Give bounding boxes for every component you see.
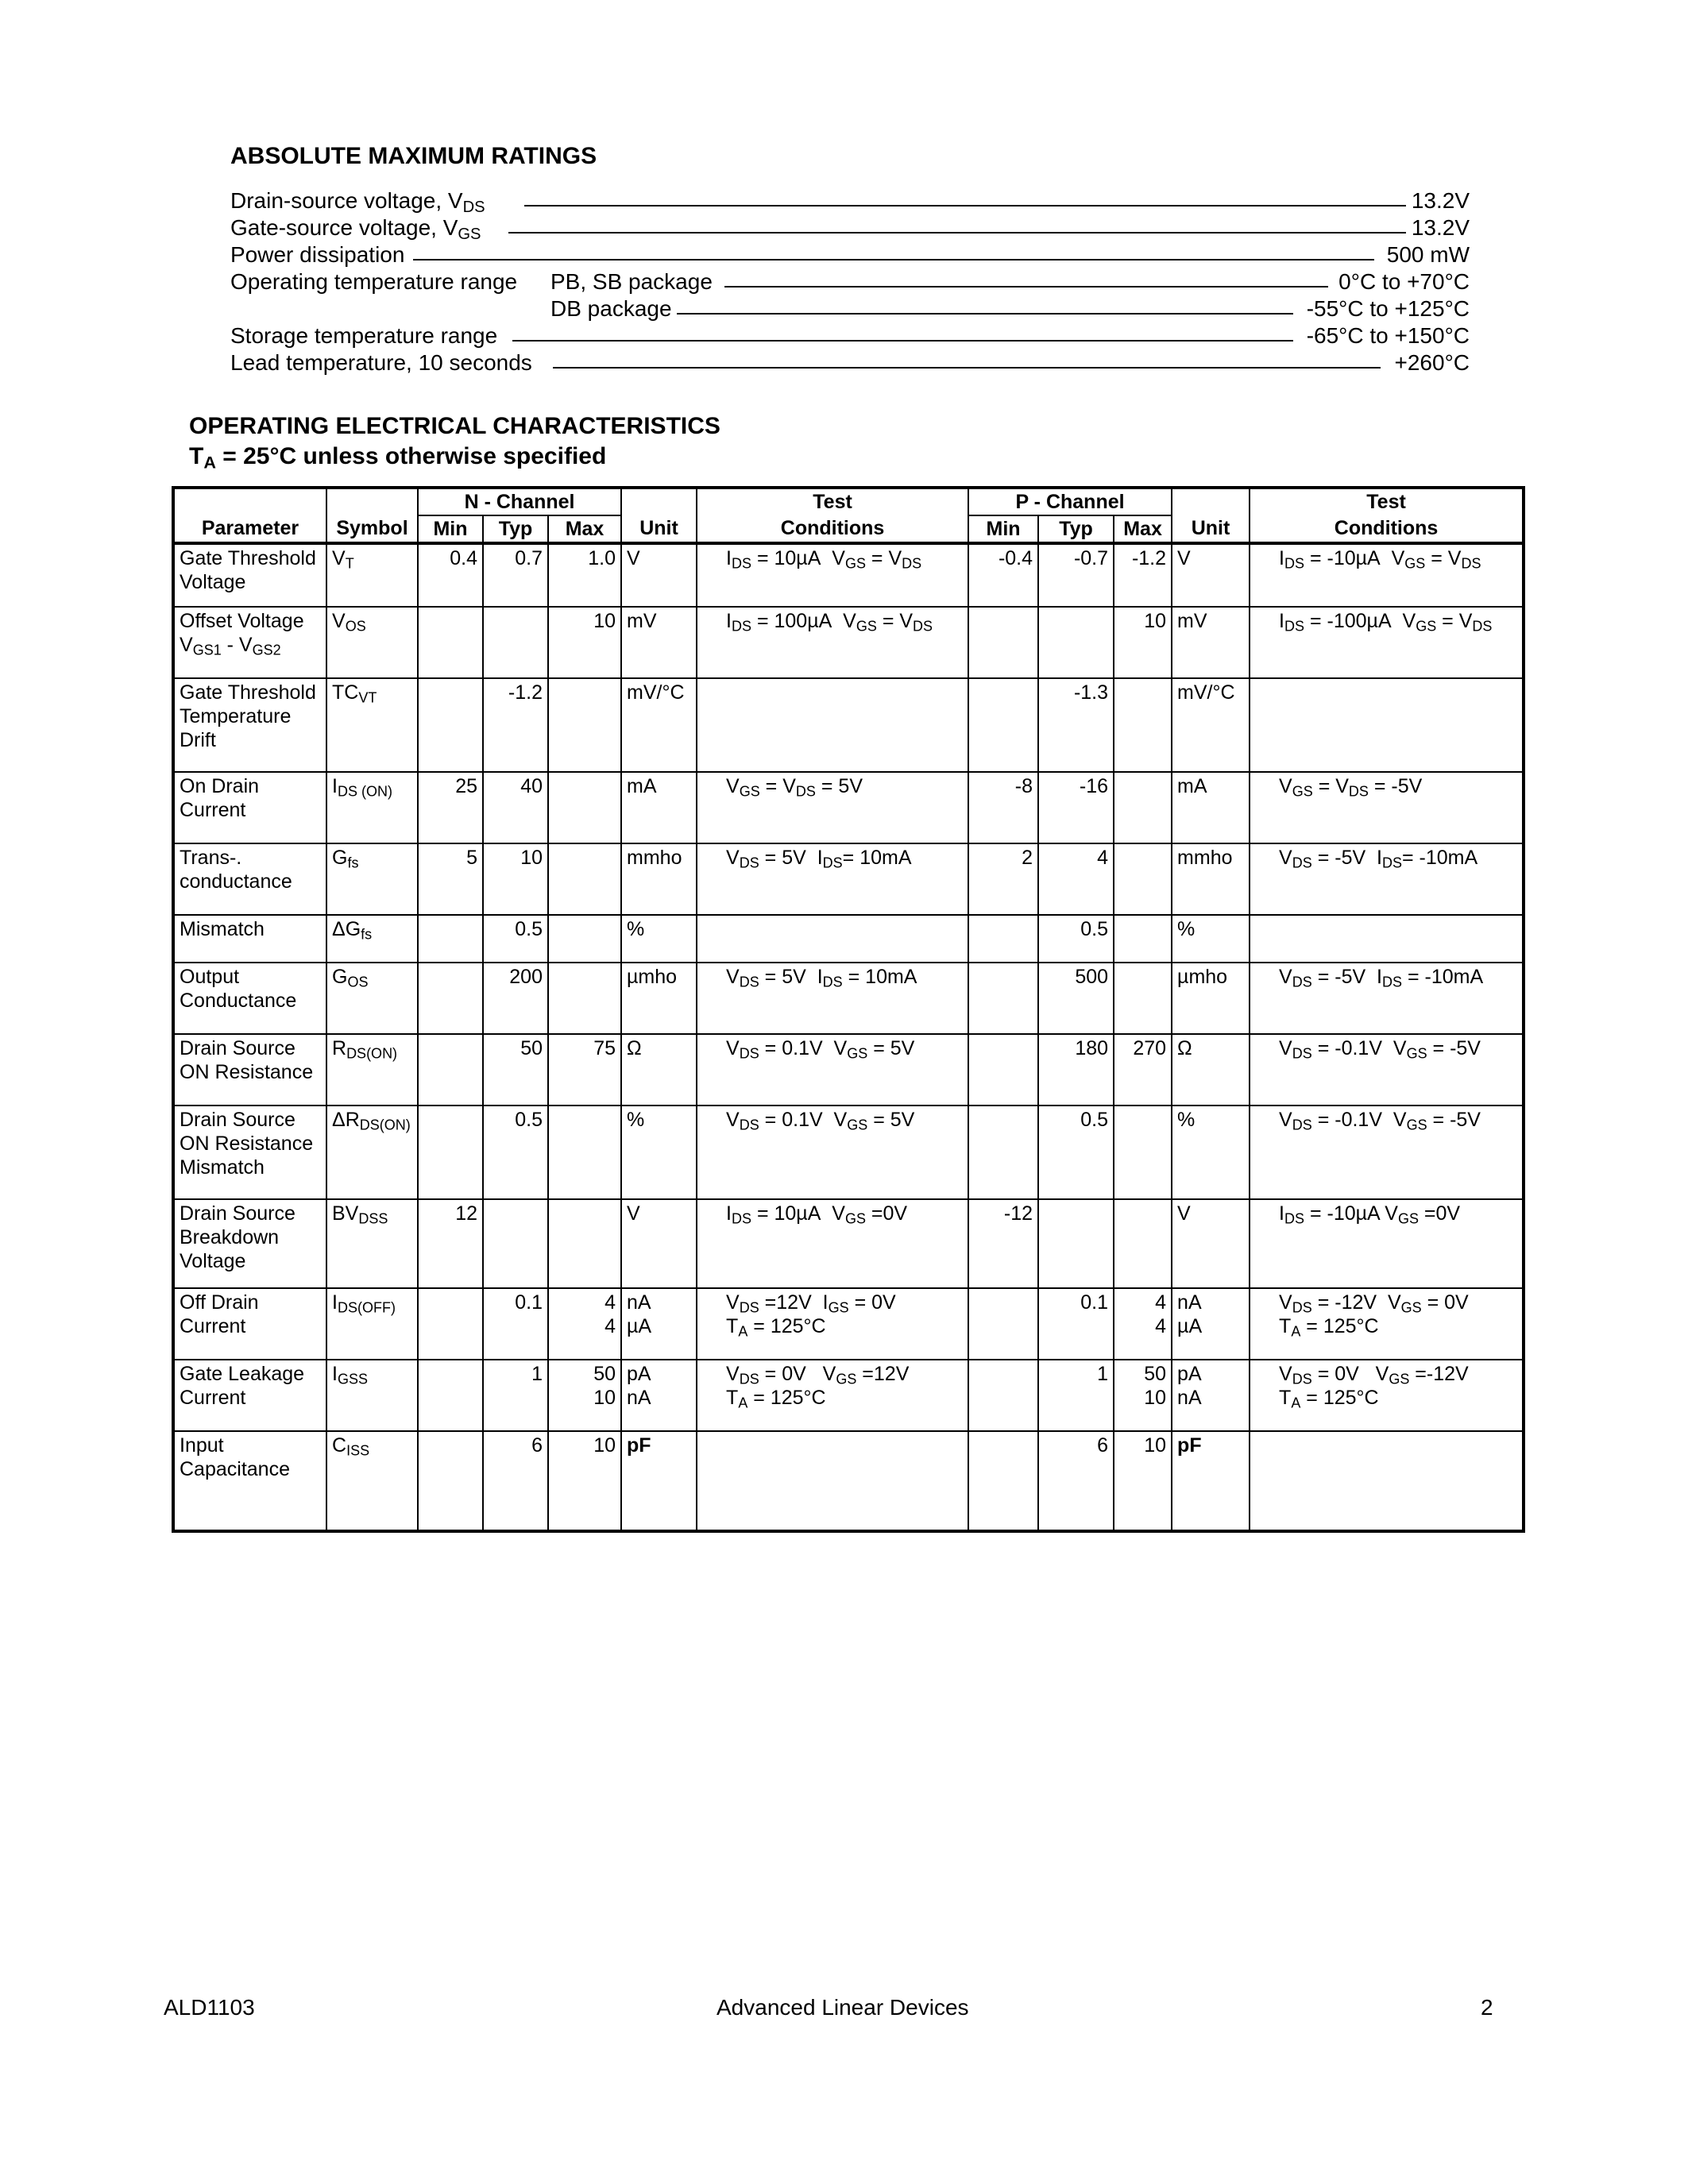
cell-p-min xyxy=(968,1034,1038,1106)
cell-n-min xyxy=(418,1106,483,1199)
cell-p-unit: µmho xyxy=(1172,963,1250,1034)
cell-n-unit: mV xyxy=(621,607,697,678)
cell-p-typ: 500 xyxy=(1038,963,1114,1034)
cell-n-unit: nA µA xyxy=(621,1288,697,1360)
cell-param: Gate Leakage Current xyxy=(173,1360,326,1431)
cell-n-typ: 50 xyxy=(483,1034,548,1106)
cell-n-min xyxy=(418,1360,483,1431)
cell-p-unit: pA nA xyxy=(1172,1360,1250,1431)
cell-p-typ: 180 xyxy=(1038,1034,1114,1106)
table-row xyxy=(173,772,1524,843)
cell-p-conditions: $V_{DS} = -0.1V$ $V_{GS} = -5V$ xyxy=(1250,1034,1524,1106)
cell-p-max: 10 xyxy=(1114,1431,1172,1531)
cell-param: Off Drain Current xyxy=(173,1288,326,1360)
amr-leader xyxy=(524,205,1406,206)
cell-p-conditions xyxy=(1250,1431,1524,1531)
cell-n-min: 5 xyxy=(418,843,483,915)
table-row xyxy=(173,1106,1524,1199)
cell-n-typ: 10 xyxy=(483,843,548,915)
cell-p-min: 2 xyxy=(968,843,1038,915)
table-row xyxy=(173,1288,1524,1360)
characteristics-table xyxy=(172,486,1525,1533)
cell-p-conditions: $V_{DS} = 0V$ $V_{GS} =-12V$ $T_A = 125^\circ C$ xyxy=(1250,1360,1524,1431)
cell-p-max: 50 10 xyxy=(1114,1360,1172,1431)
cell-p-typ: 0.5 xyxy=(1038,1106,1114,1199)
cell-symbol: $G_{fs}$ xyxy=(326,843,418,915)
table-row xyxy=(173,1431,1524,1531)
header-p-typ: Typ xyxy=(1038,515,1114,543)
cell-n-unit: µmho xyxy=(621,963,697,1034)
cell-n-min xyxy=(418,915,483,963)
cell-n-typ: 0.7 xyxy=(483,543,548,607)
cell-p-max: 10 xyxy=(1114,607,1172,678)
cell-n-max: 1.0 xyxy=(548,543,621,607)
cell-n-conditions: $V_{DS} = 0V$ $V_{GS} =12V$ $T_A = 125^\circ C$ xyxy=(697,1360,968,1431)
header-test-n: Test xyxy=(697,488,968,515)
cell-p-max: 270 xyxy=(1114,1034,1172,1106)
cell-param: Drain Source ON Resistance xyxy=(173,1034,326,1106)
cell-n-max: 10 xyxy=(548,607,621,678)
cell-n-unit: V xyxy=(621,1199,697,1288)
cell-p-typ: 1 xyxy=(1038,1360,1114,1431)
table-row xyxy=(173,607,1524,678)
cell-n-unit: % xyxy=(621,1106,697,1199)
cell-n-max xyxy=(548,678,621,772)
cell-p-typ xyxy=(1038,1199,1114,1288)
header-p-conditions: Conditions xyxy=(1250,515,1524,543)
cell-p-max xyxy=(1114,915,1172,963)
cell-p-min xyxy=(968,915,1038,963)
cell-n-conditions: $I_{DS} = 100\mu A$ $V_{GS} = V_{DS}$ xyxy=(697,607,968,678)
cell-n-conditions: $V_{DS} = 0.1V$ $V_{GS} = 5V$ xyxy=(697,1106,968,1199)
amr-value-power: 500 mW xyxy=(1386,242,1470,267)
cell-n-min xyxy=(418,1034,483,1106)
cell-p-conditions: $V_{DS} = -12V$ $V_{GS} = 0V$ $T_A = 125^\circ C$ xyxy=(1250,1288,1524,1360)
header-n-conditions: Conditions xyxy=(697,515,968,543)
cell-n-min: 12 xyxy=(418,1199,483,1288)
cell-n-typ: 200 xyxy=(483,963,548,1034)
cell-n-unit: mmho xyxy=(621,843,697,915)
cell-n-typ: 0.1 xyxy=(483,1288,548,1360)
cell-p-min xyxy=(968,1431,1038,1531)
header-parameter: Parameter xyxy=(173,515,326,543)
table-row xyxy=(173,1199,1524,1288)
cell-n-typ: 0.5 xyxy=(483,1106,548,1199)
header-n-typ: Typ xyxy=(483,515,548,543)
header-test-p: Test xyxy=(1250,488,1524,515)
cell-p-max xyxy=(1114,678,1172,772)
table-row xyxy=(173,543,1524,607)
cell-n-typ: 1 xyxy=(483,1360,548,1431)
footer-page-number: 2 xyxy=(1481,1995,1493,2020)
cell-p-conditions: $I_{DS} = -10\mu A$ $V_{GS} =0V$ xyxy=(1250,1199,1524,1288)
amr-leader xyxy=(512,340,1293,341)
cell-param: Offset Voltage $V_{GS1} - V_{GS2}$ xyxy=(173,607,326,678)
cell-n-unit: mA xyxy=(621,772,697,843)
amr-value-storage: -65°C to +150°C xyxy=(1306,323,1470,348)
cell-p-unit: pF xyxy=(1172,1431,1250,1531)
cell-n-unit: pF xyxy=(621,1431,697,1531)
cell-n-typ: 40 xyxy=(483,772,548,843)
cell-p-unit: mV xyxy=(1172,607,1250,678)
cell-p-min xyxy=(968,963,1038,1034)
amr-label-vds: Drain-source voltage, $V_{DS}$ xyxy=(230,188,485,217)
cell-p-min xyxy=(968,1288,1038,1360)
cell-n-conditions: $V_{DS} = 0.1V$ $V_{GS} = 5V$ xyxy=(697,1034,968,1106)
cell-p-min xyxy=(968,607,1038,678)
amr-title: ABSOLUTE MAXIMUM RATINGS xyxy=(230,143,597,169)
cell-p-unit: mmho xyxy=(1172,843,1250,915)
cell-n-conditions xyxy=(697,678,968,772)
cell-n-max: 50 10 xyxy=(548,1360,621,1431)
cell-symbol: $BV_{DSS}$ xyxy=(326,1199,418,1288)
header-n-channel: N - Channel xyxy=(418,488,621,515)
oec-title: OPERATING ELECTRICAL CHARACTERISTICS xyxy=(189,413,720,439)
amr-value-lead: +260°C xyxy=(1394,350,1470,375)
table-row xyxy=(173,915,1524,963)
cell-p-typ: -0.7 xyxy=(1038,543,1114,607)
cell-p-max xyxy=(1114,963,1172,1034)
cell-n-typ: 0.5 xyxy=(483,915,548,963)
cell-param: Input Capacitance xyxy=(173,1431,326,1531)
cell-p-min xyxy=(968,1106,1038,1199)
cell-n-max xyxy=(548,915,621,963)
cell-n-conditions xyxy=(697,915,968,963)
header-n-max: Max xyxy=(548,515,621,543)
cell-symbol: $I_{DS(OFF)}$ xyxy=(326,1288,418,1360)
cell-p-typ: 4 xyxy=(1038,843,1114,915)
cell-symbol: $\Delta G_{fs}$ xyxy=(326,915,418,963)
cell-symbol: $I_{GSS}$ xyxy=(326,1360,418,1431)
cell-p-unit: % xyxy=(1172,1106,1250,1199)
cell-p-conditions xyxy=(1250,915,1524,963)
cell-p-conditions: $I_{DS} = -100\mu A$ $V_{GS} = V_{DS}$ xyxy=(1250,607,1524,678)
oec-subtitle: $T_A = 25^\circ C$ unless otherwise specified xyxy=(189,443,607,473)
header-p-channel: P - Channel xyxy=(968,488,1172,515)
cell-n-min: 25 xyxy=(418,772,483,843)
amr-label-lead: Lead temperature, 10 seconds xyxy=(230,350,532,375)
cell-p-unit: Ω xyxy=(1172,1034,1250,1106)
amr-value-vgs: 13.2V xyxy=(1411,215,1470,240)
cell-n-typ: -1.2 xyxy=(483,678,548,772)
cell-n-conditions: $V_{DS} = 5V$ $I_{DS} = 10mA$ xyxy=(697,963,968,1034)
amr-sublabel-db: DB package xyxy=(550,296,672,321)
cell-n-max: 10 xyxy=(548,1431,621,1531)
cell-n-typ xyxy=(483,607,548,678)
table-row xyxy=(173,1360,1524,1431)
cell-symbol: $V_{OS}$ xyxy=(326,607,418,678)
table-row xyxy=(173,678,1524,772)
amr-leader xyxy=(508,232,1406,233)
cell-p-max: 4 4 xyxy=(1114,1288,1172,1360)
cell-p-max xyxy=(1114,1199,1172,1288)
cell-param: Mismatch xyxy=(173,915,326,963)
cell-symbol: $V_T$ xyxy=(326,543,418,607)
cell-param: Drain Source Breakdown Voltage xyxy=(173,1199,326,1288)
footer-company: Advanced Linear Devices xyxy=(717,1995,969,2020)
cell-p-conditions: $V_{DS} = -5V$ $I_{DS}= -10mA$ xyxy=(1250,843,1524,915)
cell-n-min xyxy=(418,1288,483,1360)
cell-symbol: $I_{DS (ON)}$ xyxy=(326,772,418,843)
cell-n-conditions: $V_{GS} = V_{DS} = 5V$ xyxy=(697,772,968,843)
amr-sublabel-pbsb: PB, SB package xyxy=(550,269,713,294)
cell-n-max: 75 xyxy=(548,1034,621,1106)
cell-p-unit: mA xyxy=(1172,772,1250,843)
cell-p-conditions: $V_{DS} = -5V$ $I_{DS} = -10mA$ xyxy=(1250,963,1524,1034)
cell-p-typ: 0.1 xyxy=(1038,1288,1114,1360)
cell-p-conditions: $V_{DS} = -0.1V$ $V_{GS} = -5V$ xyxy=(1250,1106,1524,1199)
cell-symbol: $R_{DS(ON)}$ xyxy=(326,1034,418,1106)
cell-p-typ: -1.3 xyxy=(1038,678,1114,772)
cell-p-min: -0.4 xyxy=(968,543,1038,607)
cell-n-unit: mV/°C xyxy=(621,678,697,772)
cell-p-conditions: $V_{GS} = V_{DS} = -5V$ xyxy=(1250,772,1524,843)
cell-p-unit: nA µA xyxy=(1172,1288,1250,1360)
footer-part-number: ALD1103 xyxy=(164,1995,255,2020)
cell-p-typ: 0.5 xyxy=(1038,915,1114,963)
amr-leader xyxy=(413,259,1374,260)
cell-n-unit: Ω xyxy=(621,1034,697,1106)
cell-n-conditions: $I_{DS} = 10\mu A$ $V_{GS} =0V$ xyxy=(697,1199,968,1288)
cell-p-unit: mV/°C xyxy=(1172,678,1250,772)
table-row xyxy=(173,963,1524,1034)
cell-n-max: 4 4 xyxy=(548,1288,621,1360)
cell-n-typ: 6 xyxy=(483,1431,548,1531)
table-row xyxy=(173,843,1524,915)
amr-leader xyxy=(677,313,1293,314)
cell-p-min xyxy=(968,1360,1038,1431)
cell-n-min xyxy=(418,963,483,1034)
header-n-unit: Unit xyxy=(621,515,697,543)
cell-n-unit: V xyxy=(621,543,697,607)
cell-symbol: $C_{ISS}$ xyxy=(326,1431,418,1531)
cell-n-min xyxy=(418,607,483,678)
amr-label-power: Power dissipation xyxy=(230,242,405,267)
amr-value-vds: 13.2V xyxy=(1411,188,1470,213)
cell-p-max: -1.2 xyxy=(1114,543,1172,607)
amr-label-optemp: Operating temperature range xyxy=(230,269,518,294)
cell-n-max xyxy=(548,772,621,843)
cell-n-max xyxy=(548,843,621,915)
cell-param: Trans-. conductance xyxy=(173,843,326,915)
cell-n-conditions: $V_{DS} =12V$ $I_{GS} = 0V$ $T_A = 125^\circ C$ xyxy=(697,1288,968,1360)
cell-n-conditions: $I_{DS} = 10\mu A$ $V_{GS} = V_{DS}$ xyxy=(697,543,968,607)
cell-n-conditions: $V_{DS} = 5V$ $I_{DS}= 10mA$ xyxy=(697,843,968,915)
cell-p-conditions xyxy=(1250,678,1524,772)
cell-p-typ: 6 xyxy=(1038,1431,1114,1531)
cell-symbol: $\Delta R_{DS(ON)}$ xyxy=(326,1106,418,1199)
cell-p-typ xyxy=(1038,607,1114,678)
cell-p-max xyxy=(1114,772,1172,843)
cell-n-min xyxy=(418,1431,483,1531)
cell-p-conditions: $I_{DS} = -10\mu A$ $V_{GS} = V_{DS}$ xyxy=(1250,543,1524,607)
cell-n-min xyxy=(418,678,483,772)
cell-n-max xyxy=(548,1199,621,1288)
cell-p-max xyxy=(1114,1106,1172,1199)
cell-n-max xyxy=(548,1106,621,1199)
cell-param: Gate Threshold Voltage xyxy=(173,543,326,607)
cell-p-min: -12 xyxy=(968,1199,1038,1288)
cell-symbol: $G_{OS}$ xyxy=(326,963,418,1034)
cell-param: On Drain Current xyxy=(173,772,326,843)
header-symbol: Symbol xyxy=(326,515,418,543)
cell-symbol: $TC_{VT}$ xyxy=(326,678,418,772)
cell-n-unit: % xyxy=(621,915,697,963)
cell-param: Output Conductance xyxy=(173,963,326,1034)
cell-p-min xyxy=(968,678,1038,772)
header-n-min: Min xyxy=(418,515,483,543)
cell-n-conditions xyxy=(697,1431,968,1531)
amr-leader xyxy=(724,286,1328,287)
cell-param: Gate Threshold Temperature Drift xyxy=(173,678,326,772)
cell-p-min: -8 xyxy=(968,772,1038,843)
cell-n-unit: pA nA xyxy=(621,1360,697,1431)
cell-p-unit: V xyxy=(1172,543,1250,607)
cell-p-unit: % xyxy=(1172,915,1250,963)
header-p-unit: Unit xyxy=(1172,515,1250,543)
cell-p-unit: V xyxy=(1172,1199,1250,1288)
amr-label-storage: Storage temperature range xyxy=(230,323,498,348)
amr-value-pbsb: 0°C to +70°C xyxy=(1338,269,1470,294)
cell-param: Drain Source ON Resistance Mismatch xyxy=(173,1106,326,1199)
cell-n-min: 0.4 xyxy=(418,543,483,607)
cell-p-max xyxy=(1114,843,1172,915)
header-p-min: Min xyxy=(968,515,1038,543)
cell-p-typ: -16 xyxy=(1038,772,1114,843)
amr-label-vgs: Gate-source voltage, $V_{GS}$ xyxy=(230,215,481,244)
cell-n-typ xyxy=(483,1199,548,1288)
table-row xyxy=(173,1034,1524,1106)
amr-value-db: -55°C to +125°C xyxy=(1306,296,1470,321)
amr-leader xyxy=(553,367,1381,369)
header-p-max: Max xyxy=(1114,515,1172,543)
cell-n-max xyxy=(548,963,621,1034)
